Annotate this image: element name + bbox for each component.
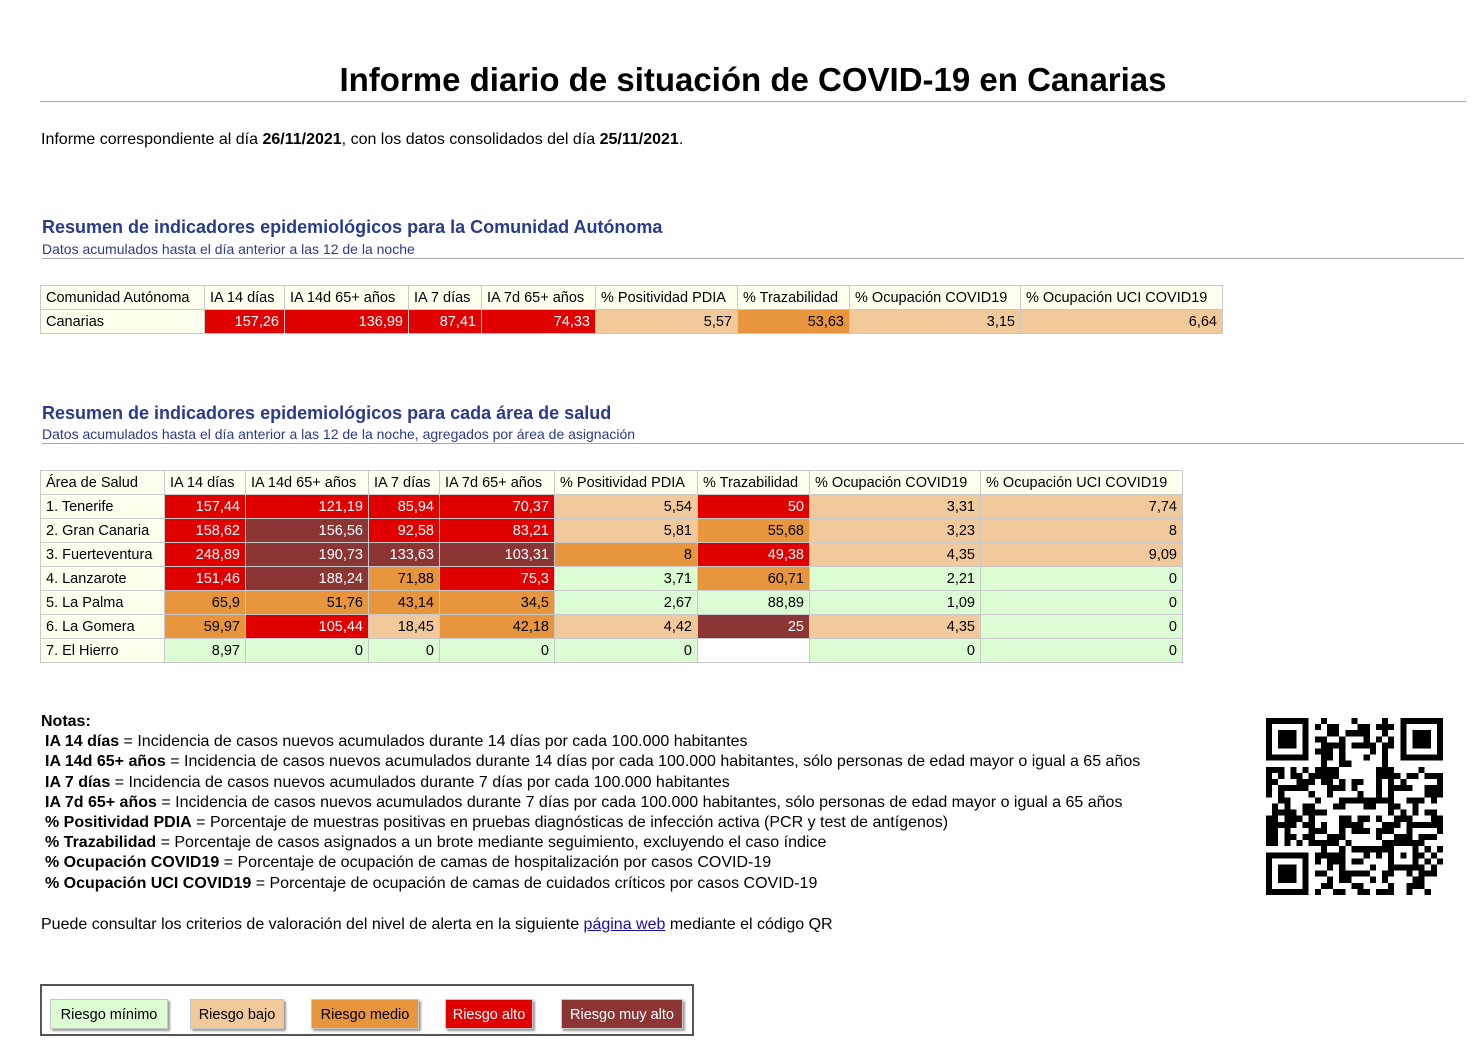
column-header-positividad-pdia: % Positividad PDIA <box>555 471 698 495</box>
table-row <box>41 615 1183 639</box>
cell-ia-14-dias: 157,26 <box>205 310 285 334</box>
cell-ia-7d-65-anos: 34,5 <box>440 591 555 615</box>
cell-ia-14-dias: 158,62 <box>165 519 246 543</box>
column-header-ia-7d-65-anos: IA 7d 65+ años <box>440 471 555 495</box>
cell-ia-7-dias: 87,41 <box>409 310 482 334</box>
cell-ia-7-dias: 43,14 <box>369 591 440 615</box>
column-header-ia-14-dias: IA 14 días <box>205 286 285 310</box>
column-header-ocupacion-uci-covid19: % Ocupación UCI COVID19 <box>1021 286 1223 310</box>
column-header-ia-14-dias: IA 14 días <box>165 471 246 495</box>
column-header-ia-14d-65-anos: IA 14d 65+ años <box>285 286 409 310</box>
note-term: % Ocupación COVID19 <box>45 854 220 872</box>
cell-ia-14d-65-anos: 136,99 <box>285 310 409 334</box>
column-header-ocupacion-covid19: % Ocupación COVID19 <box>850 286 1021 310</box>
comunidad-table <box>40 285 1223 334</box>
section1-subtitle: Datos acumulados hasta el día anterior a las 12 de la noche <box>42 241 1464 259</box>
row-name: 7. El Hierro <box>41 639 165 663</box>
cell-ia-7d-65-anos: 42,18 <box>440 615 555 639</box>
risk-legend <box>40 984 694 1036</box>
notes <box>41 712 1140 894</box>
intro-suffix: . <box>678 131 684 148</box>
row-name: 1. Tenerife <box>41 495 165 519</box>
table-row <box>41 495 1183 519</box>
cell-ia-7-dias: 0 <box>369 639 440 663</box>
cell-trazabilidad: 49,38 <box>698 543 810 567</box>
section1-title: Resumen de indicadores epidemiológicos para la Comunidad Autónoma <box>42 217 663 237</box>
cell-ia-14d-65-anos: 188,24 <box>246 567 369 591</box>
cell-ocupacion-covid19: 1,09 <box>810 591 981 615</box>
column-header-ocupacion-uci-covid19: % Ocupación UCI COVID19 <box>981 471 1183 495</box>
cell-ia-7-dias: 92,58 <box>369 519 440 543</box>
cell-trazabilidad: 50 <box>698 495 810 519</box>
note-definition: = Porcentaje de ocupación de camas de hospitalización por casos COVID-19 <box>219 854 772 872</box>
cell-positividad-pdia: 3,71 <box>555 567 698 591</box>
cell-ia-7d-65-anos: 74,33 <box>482 310 596 334</box>
cell-ia-7d-65-anos: 103,31 <box>440 543 555 567</box>
note-item <box>41 752 1140 772</box>
note-item <box>41 813 1140 833</box>
cell-ia-14d-65-anos: 121,19 <box>246 495 369 519</box>
cell-ocupacion-uci-covid19: 0 <box>981 615 1183 639</box>
cell-ocupacion-uci-covid19: 8 <box>981 519 1183 543</box>
cell-ocupacion-covid19: 3,31 <box>810 495 981 519</box>
consulta-suffix: mediante el código QR <box>665 916 833 933</box>
legend-riesgo-muy-alto: Riesgo muy alto <box>561 999 683 1029</box>
section2-subtitle: Datos acumulados hasta el día anterior a las 12 de la noche, agregados por área de asignación <box>42 426 1464 444</box>
cell-ocupacion-uci-covid19: 6,64 <box>1021 310 1223 334</box>
cell-positividad-pdia: 5,81 <box>555 519 698 543</box>
note-term: IA 14 días <box>45 733 120 751</box>
cell-ia-14d-65-anos: 51,76 <box>246 591 369 615</box>
cell-trazabilidad: 88,89 <box>698 591 810 615</box>
cell-ocupacion-uci-covid19: 7,74 <box>981 495 1183 519</box>
pagina-web-link[interactable]: página web <box>583 916 666 933</box>
cell-ia-14-dias: 157,44 <box>165 495 246 519</box>
note-definition: = Incidencia de casos nuevos acumulados durante 14 días por cada 100.000 habitantes, sólo personas de edad mayor o igual a 65 años <box>165 753 1141 771</box>
page-title: Informe diario de situación de COVID-19 en Canarias <box>40 58 1466 102</box>
cell-ocupacion-covid19: 3,15 <box>850 310 1021 334</box>
cell-positividad-pdia: 0 <box>555 639 698 663</box>
cell-ocupacion-covid19: 0 <box>810 639 981 663</box>
consulta-text <box>41 915 833 935</box>
table-row <box>41 591 1183 615</box>
intro-prefix: Informe correspondiente al día <box>41 131 263 148</box>
cell-ocupacion-covid19: 4,35 <box>810 543 981 567</box>
cell-positividad-pdia: 8 <box>555 543 698 567</box>
cell-ia-14-dias: 65,9 <box>165 591 246 615</box>
column-header-trazabilidad: % Trazabilidad <box>698 471 810 495</box>
report-date: 26/11/2021 <box>262 131 342 148</box>
column-header-ia-14d-65-anos: IA 14d 65+ años <box>246 471 369 495</box>
cell-ia-14-dias: 8,97 <box>165 639 246 663</box>
section2-title: Resumen de indicadores epidemiológicos para cada área de salud <box>42 403 612 423</box>
cell-ia-14d-65-anos: 156,56 <box>246 519 369 543</box>
note-definition: = Incidencia de casos nuevos acumulados durante 14 días por cada 100.000 habitantes <box>119 733 748 751</box>
cell-ia-14-dias: 151,46 <box>165 567 246 591</box>
cell-trazabilidad: 53,63 <box>738 310 850 334</box>
cell-trazabilidad: 60,71 <box>698 567 810 591</box>
cell-ia-7d-65-anos: 83,21 <box>440 519 555 543</box>
cell-ocupacion-uci-covid19: 0 <box>981 639 1183 663</box>
cell-ia-7-dias: 71,88 <box>369 567 440 591</box>
column-header-ocupacion-covid19: % Ocupación COVID19 <box>810 471 981 495</box>
table-row <box>41 519 1183 543</box>
cell-ia-7d-65-anos: 75,3 <box>440 567 555 591</box>
note-definition: = Incidencia de casos nuevos acumulados durante 7 días por cada 100.000 habitantes, sólo personas de edad mayor o igual a 65 años <box>156 793 1123 811</box>
header-row <box>41 286 1223 310</box>
note-term: % Ocupación UCI COVID19 <box>45 874 252 892</box>
note-term: IA 14d 65+ años <box>45 753 166 771</box>
table-row <box>41 639 1183 663</box>
areas-table <box>40 470 1183 663</box>
note-definition: = Porcentaje de muestras positivas en pruebas diagnósticas de infección activa (PCR y test de antígenos) <box>191 814 949 832</box>
row-name: 3. Fuerteventura <box>41 543 165 567</box>
note-item <box>41 732 1140 752</box>
cell-ia-7-dias: 133,63 <box>369 543 440 567</box>
table-row <box>41 310 1223 334</box>
cell-positividad-pdia: 5,54 <box>555 495 698 519</box>
note-definition: = Incidencia de casos nuevos acumulados durante 7 días por cada 100.000 habitantes <box>110 773 730 791</box>
cell-ia-7-dias: 85,94 <box>369 495 440 519</box>
cell-positividad-pdia: 4,42 <box>555 615 698 639</box>
row-name: Canarias <box>41 310 205 334</box>
cell-ia-14d-65-anos: 190,73 <box>246 543 369 567</box>
cell-positividad-pdia: 5,57 <box>596 310 738 334</box>
row-name: 2. Gran Canaria <box>41 519 165 543</box>
cell-ia-14d-65-anos: 105,44 <box>246 615 369 639</box>
cell-trazabilidad <box>698 639 810 663</box>
cell-ia-14-dias: 248,89 <box>165 543 246 567</box>
report-intro <box>41 130 683 150</box>
column-header-ia-7-dias: IA 7 días <box>369 471 440 495</box>
legend-riesgo-medio: Riesgo medio <box>311 999 419 1029</box>
legend-riesgo-alto: Riesgo alto <box>445 999 533 1029</box>
cell-ia-14-dias: 59,97 <box>165 615 246 639</box>
legend-riesgo-minimo: Riesgo mínimo <box>50 999 168 1029</box>
column-header-ia-7d-65-anos: IA 7d 65+ años <box>482 286 596 310</box>
row-name: 4. Lanzarote <box>41 567 165 591</box>
column-header-positividad-pdia: % Positividad PDIA <box>596 286 738 310</box>
column-header-trazabilidad: % Trazabilidad <box>738 286 850 310</box>
note-term: IA 7d 65+ años <box>45 793 157 811</box>
cell-ocupacion-covid19: 4,35 <box>810 615 981 639</box>
consulta-prefix: Puede consultar los criterios de valoración del nivel de alerta en la siguiente <box>41 916 584 933</box>
column-header-area-de-salud: Área de Salud <box>41 471 165 495</box>
row-name: 5. La Palma <box>41 591 165 615</box>
table-row <box>41 543 1183 567</box>
note-item <box>41 773 1140 793</box>
header-row <box>41 471 1183 495</box>
cell-ocupacion-covid19: 2,21 <box>810 567 981 591</box>
note-item <box>41 793 1140 813</box>
notes-list <box>41 732 1140 894</box>
intro-middle: , con los datos consolidados del día <box>341 131 600 148</box>
row-name: 6. La Gomera <box>41 615 165 639</box>
cell-ocupacion-uci-covid19: 0 <box>981 591 1183 615</box>
column-header-ia-7-dias: IA 7 días <box>409 286 482 310</box>
legend-riesgo-bajo: Riesgo bajo <box>190 999 284 1029</box>
cell-trazabilidad: 25 <box>698 615 810 639</box>
notes-title: Notas: <box>41 713 91 730</box>
note-term: % Trazabilidad <box>45 834 157 852</box>
note-definition: = Porcentaje de casos asignados a un brote mediante seguimiento, excluyendo el caso índice <box>156 834 827 852</box>
cell-ia-7d-65-anos: 0 <box>440 639 555 663</box>
note-item <box>41 853 1140 873</box>
note-term: % Positividad PDIA <box>45 814 192 832</box>
cell-positividad-pdia: 2,67 <box>555 591 698 615</box>
cell-trazabilidad: 55,68 <box>698 519 810 543</box>
column-header-comunidad-autonoma: Comunidad Autónoma <box>41 286 205 310</box>
note-item <box>41 833 1140 853</box>
note-definition: = Porcentaje de ocupación de camas de cuidados críticos por casos COVID-19 <box>251 874 818 892</box>
cell-ia-7-dias: 18,45 <box>369 615 440 639</box>
table-row <box>41 567 1183 591</box>
cell-ia-7d-65-anos: 70,37 <box>440 495 555 519</box>
data-date: 25/11/2021 <box>599 131 679 148</box>
cell-ia-14d-65-anos: 0 <box>246 639 369 663</box>
note-term: IA 7 días <box>45 773 111 791</box>
qr-code-icon <box>1266 718 1443 895</box>
note-item <box>41 874 1140 894</box>
cell-ocupacion-uci-covid19: 9,09 <box>981 543 1183 567</box>
cell-ocupacion-uci-covid19: 0 <box>981 567 1183 591</box>
cell-ocupacion-covid19: 3,23 <box>810 519 981 543</box>
